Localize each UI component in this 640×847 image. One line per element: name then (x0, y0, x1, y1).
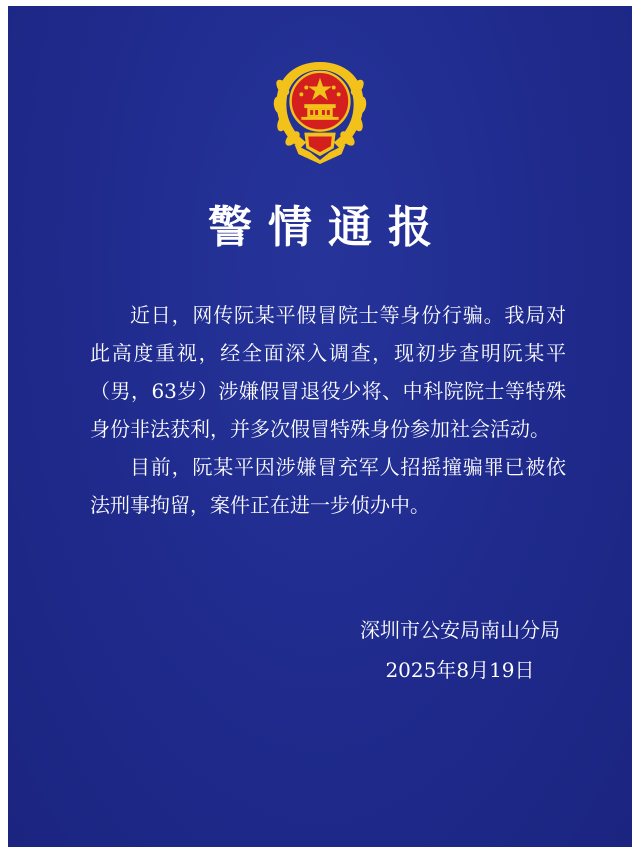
notice-body (90, 296, 566, 524)
notice-paragraph-2: 目前，阮某平因涉嫌冒充军人招摇撞骗罪已被依法刑事拘留，案件正在进一步侦办中。 (90, 455, 566, 517)
notice-signature (360, 610, 560, 690)
police-emblem-icon (271, 58, 369, 166)
notice-paragraph-1: 近日，网传阮某平假冒院士等身份行骗。我局对此高度重视，经全面深入调查，现初步查明阮某平（男，63岁）涉嫌假冒退役少将、中科院院士等特殊身份非法获利，并多次假冒特殊身份参加社会活动。 (90, 303, 566, 441)
issue-date: 2025年8月19日 (385, 658, 535, 682)
police-notice-poster (8, 6, 632, 847)
notice-title: 警情通报 (208, 202, 448, 253)
issuer-name: 深圳市公安局南山分局 (360, 618, 560, 642)
